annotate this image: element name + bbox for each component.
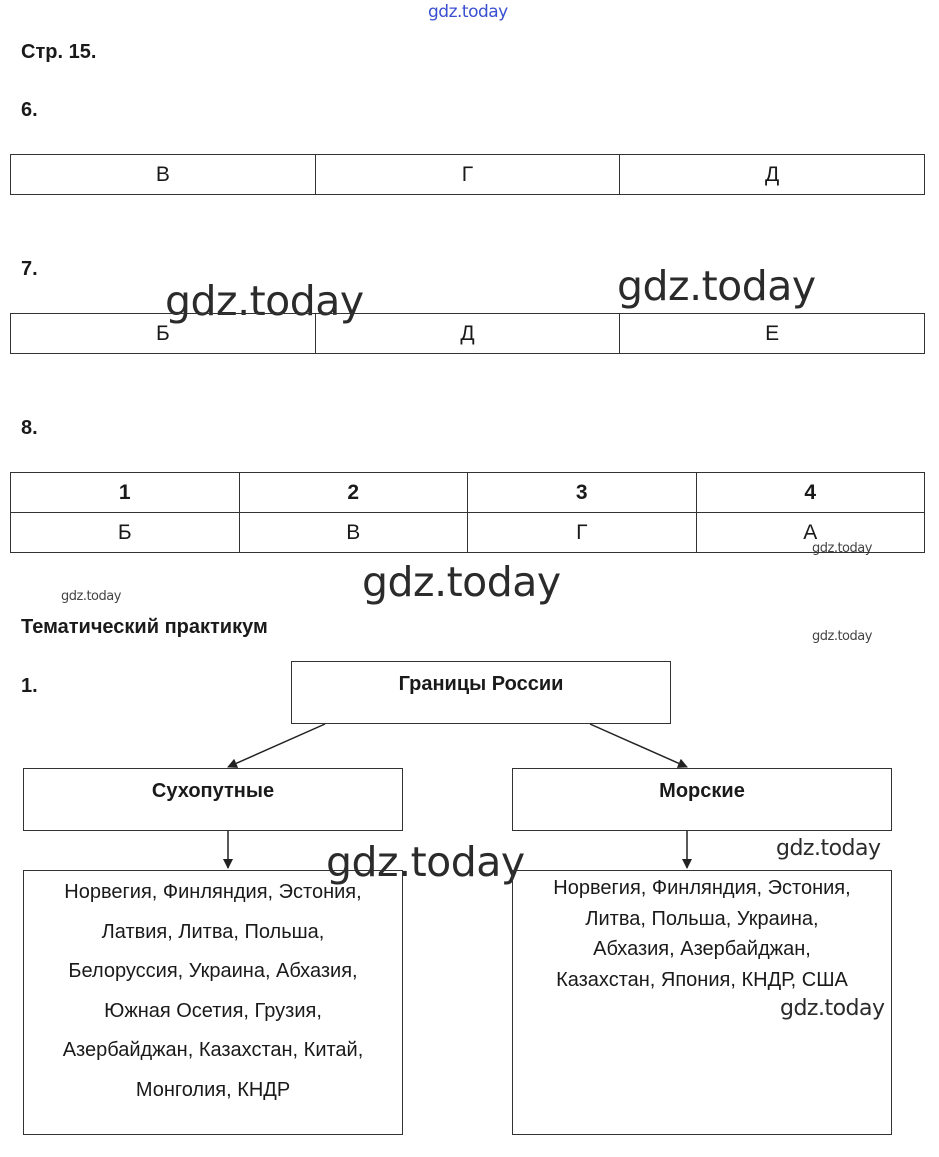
task-6-cell: Д bbox=[620, 155, 925, 195]
task-7-cell: Е bbox=[620, 314, 925, 354]
watermark-large-2: gdz.today bbox=[617, 262, 816, 310]
sea-countries-line: Норвегия, Финляндия, Эстония, bbox=[553, 877, 851, 899]
sea-countries-line: Абхазия, Азербайджан, bbox=[593, 938, 811, 960]
land-countries-line: Латвия, Литва, Польша, bbox=[101, 920, 325, 943]
diagram-land-box bbox=[23, 768, 403, 831]
practicum-task-1-number: 1. bbox=[21, 675, 38, 697]
arrow-root-to-sea bbox=[590, 724, 687, 767]
task-6-cell: В bbox=[11, 155, 316, 195]
watermark-large-4: gdz.today bbox=[326, 838, 525, 886]
diagram-root-box bbox=[291, 661, 671, 724]
task-8-header-cell: 1 bbox=[11, 473, 240, 513]
task-8-header-cell: 3 bbox=[468, 473, 697, 513]
land-countries-list bbox=[24, 873, 402, 1110]
watermark-small-1: gdz.today bbox=[812, 541, 872, 556]
diagram-land-list-box bbox=[23, 870, 403, 1135]
task-8-number: 8. bbox=[21, 417, 38, 439]
diagram-sea-box bbox=[512, 768, 892, 831]
watermark-top: gdz.today bbox=[428, 2, 508, 22]
land-countries-line: Южная Осетия, Грузия, bbox=[104, 999, 322, 1022]
diagram-sea-list-box bbox=[512, 870, 892, 1135]
task-6-cell: Г bbox=[315, 155, 620, 195]
sea-countries-list bbox=[513, 873, 891, 995]
diagram-land-title: Сухопутные bbox=[151, 780, 275, 802]
diagram-sea-title: Морские bbox=[659, 780, 745, 802]
land-countries-line: Норвегия, Финляндия, Эстония, bbox=[64, 881, 362, 903]
task-8-header-cell: 4 bbox=[696, 473, 925, 513]
watermark-small-2: gdz.today bbox=[61, 589, 121, 604]
sea-countries-line: Казахстан, Япония, КНДР, США bbox=[556, 968, 848, 991]
page-label: Стр. 15. bbox=[21, 41, 97, 63]
task-8-answer-cell: Б bbox=[11, 513, 240, 553]
land-countries-line: Белоруссия, Украина, Абхазия, bbox=[68, 960, 358, 982]
watermark-medium-1: gdz.today bbox=[776, 836, 881, 861]
task-8-header-cell: 2 bbox=[239, 473, 468, 513]
practicum-title: Тематический практикум bbox=[21, 616, 268, 638]
task-6-number: 6. bbox=[21, 99, 38, 121]
watermark-small-3: gdz.today bbox=[812, 629, 872, 644]
task-8-answer-cell: Г bbox=[468, 513, 697, 553]
watermark-medium-2: gdz.today bbox=[780, 996, 885, 1021]
task-8-answer-cell: А bbox=[696, 513, 925, 553]
arrow-root-to-land bbox=[228, 724, 325, 767]
task-7-cell: Д bbox=[315, 314, 620, 354]
task-8-answer-cell: В bbox=[239, 513, 468, 553]
task-7-cell: Б bbox=[11, 314, 316, 354]
watermark-large-3: gdz.today bbox=[362, 558, 561, 606]
diagram-root-title: Границы России bbox=[398, 673, 564, 695]
sea-countries-line: Литва, Польша, Украина, bbox=[585, 907, 819, 930]
land-countries-line: Азербайджан, Казахстан, Китай, bbox=[62, 1039, 364, 1061]
watermark-large-1: gdz.today bbox=[165, 277, 364, 325]
task-7-number: 7. bbox=[21, 258, 38, 280]
land-countries-line: Монголия, КНДР bbox=[135, 1078, 291, 1101]
